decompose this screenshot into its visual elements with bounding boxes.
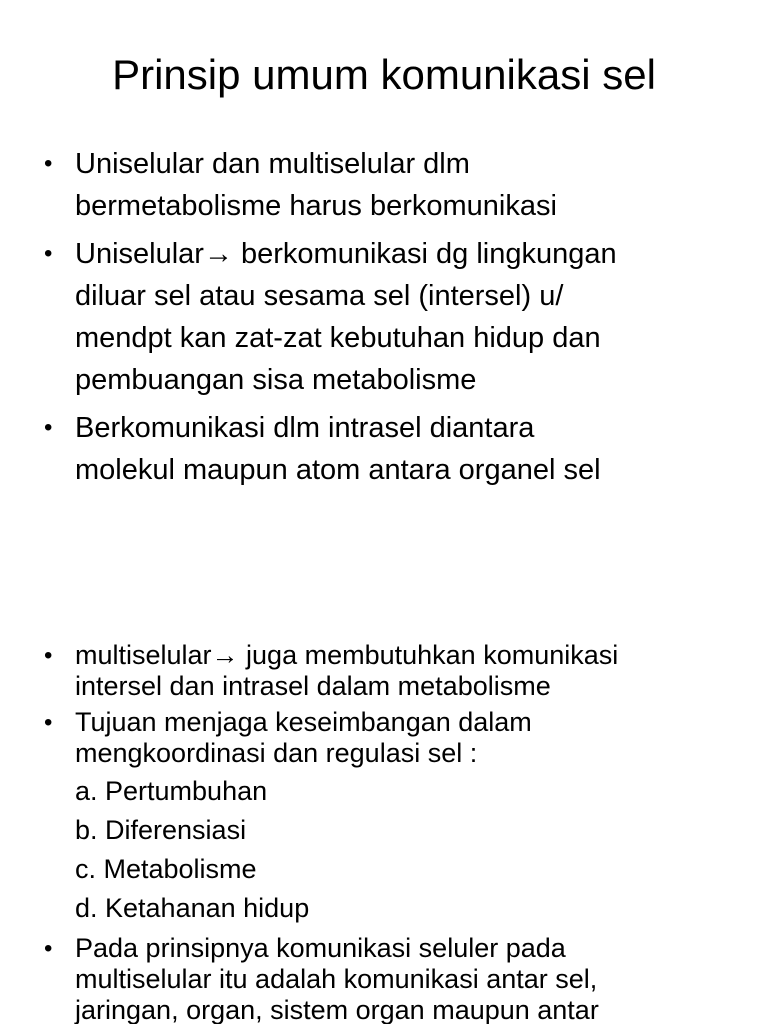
- bullet-dot-icon: •: [44, 414, 53, 441]
- slide-title: Prinsip umum komunikasi sel: [112, 51, 656, 98]
- bullet-line: mengkoordinasi dan regulasi sel :: [75, 738, 478, 768]
- bullet-item: [40, 407, 760, 491]
- slide-2-bullet-list: [40, 640, 760, 1024]
- bullet-line: multiselular itu adalah komunikasi antar sel,: [75, 964, 598, 994]
- bullet-line: bermetabolisme harus berkomunikasi: [75, 190, 557, 222]
- bullet-dot-icon: •: [44, 709, 53, 736]
- bullet-dot-icon: •: [44, 642, 53, 669]
- bullet-dot-icon: •: [44, 150, 53, 177]
- bullet-line: Tujuan menjaga keseimbangan dalam: [75, 707, 532, 737]
- bullet-line: mendpt kan zat-zat kebutuhan hidup dan: [75, 322, 601, 354]
- bullet-line: diluar sel atau sesama sel (intersel) u/: [75, 280, 564, 312]
- bullet-line: Uniselular dan multiselular dlm: [75, 148, 470, 180]
- bullet-dot-icon: •: [44, 935, 53, 962]
- bullet-item: [40, 933, 760, 1024]
- bullet-item: [40, 233, 760, 401]
- slide-1-bullet-list: [40, 143, 760, 497]
- sub-item: d. Ketahanan hidup: [75, 893, 310, 923]
- bullet-line: multiselular→ juga membutuhkan komunikasi: [75, 640, 619, 670]
- bullet-item: [40, 143, 760, 227]
- sub-item: b. Diferensiasi: [75, 815, 247, 845]
- bullet-line: intersel dan intrasel dalam metabolisme: [75, 671, 551, 701]
- slide-2: [0, 580, 768, 1024]
- bullet-line: Berkomunikasi dlm intrasel diantara: [75, 412, 535, 444]
- bullet-line: Uniselular→ berkomunikasi dg lingkungan: [75, 238, 617, 270]
- bullet-line: molekul maupun atom antara organel sel: [75, 454, 601, 486]
- bullet-line: Pada prinsipnya komunikasi seluler pada: [75, 933, 566, 963]
- bullet-dot-icon: •: [44, 240, 53, 267]
- bullet-line: pembuangan sisa metabolisme: [75, 364, 477, 396]
- bullet-line: jaringan, organ, sistem organ maupun antar: [75, 995, 599, 1024]
- sub-item: a. Pertumbuhan: [75, 776, 268, 806]
- bullet-item: [40, 707, 760, 928]
- sub-list: [75, 772, 760, 928]
- sub-item: c. Metabolisme: [75, 854, 257, 884]
- bullet-item: [40, 640, 760, 702]
